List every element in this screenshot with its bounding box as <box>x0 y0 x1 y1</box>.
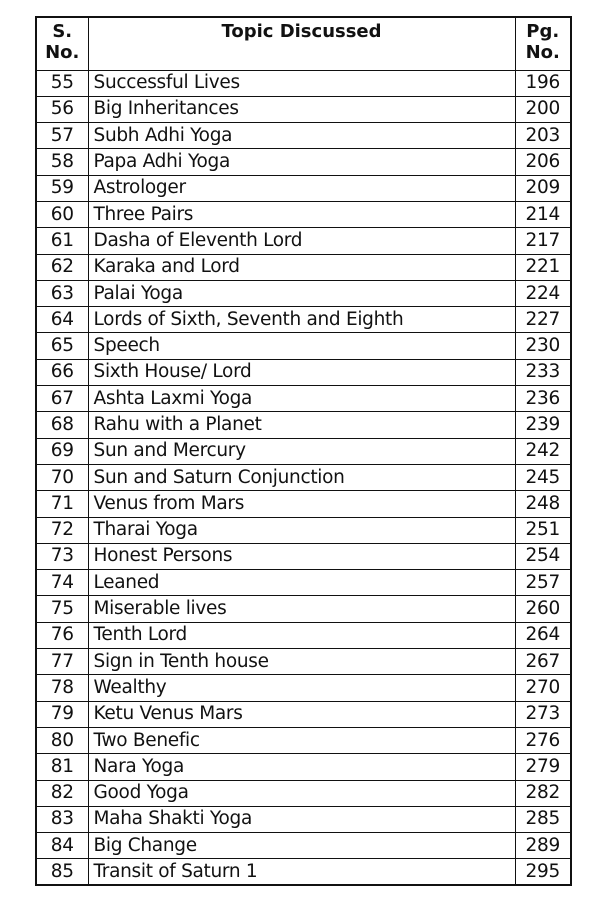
page-number-cell: 245 <box>515 464 571 490</box>
serial-number-cell: 80 <box>36 727 88 753</box>
serial-number-cell: 76 <box>36 622 88 648</box>
serial-number-cell: 85 <box>36 859 88 885</box>
serial-number-cell: 55 <box>36 70 88 96</box>
table-row <box>36 464 571 490</box>
serial-number-cell: 57 <box>36 123 88 149</box>
table-row <box>36 780 571 806</box>
topic-cell: Tharai Yoga <box>88 517 515 543</box>
topic-cell: Palai Yoga <box>88 280 515 306</box>
topic-cell: Big Inheritances <box>88 96 515 122</box>
table-row <box>36 359 571 385</box>
page-number-cell: 214 <box>515 201 571 227</box>
topic-cell: Speech <box>88 333 515 359</box>
table-row <box>36 649 571 675</box>
table-row <box>36 675 571 701</box>
page-number-cell: 273 <box>515 701 571 727</box>
page-number-cell: 242 <box>515 438 571 464</box>
table-row <box>36 386 571 412</box>
serial-number-cell: 65 <box>36 333 88 359</box>
serial-number-cell: 66 <box>36 359 88 385</box>
serial-number-cell: 82 <box>36 780 88 806</box>
serial-number-cell: 59 <box>36 175 88 201</box>
table-row <box>36 412 571 438</box>
serial-number-cell: 79 <box>36 701 88 727</box>
table-row <box>36 833 571 859</box>
page-number-cell: 196 <box>515 70 571 96</box>
topic-cell: Rahu with a Planet <box>88 412 515 438</box>
page-number-cell: 224 <box>515 280 571 306</box>
serial-number-cell: 77 <box>36 649 88 675</box>
topic-cell: Karaka and Lord <box>88 254 515 280</box>
page-number-cell: 239 <box>515 412 571 438</box>
page-number-cell: 217 <box>515 228 571 254</box>
table-row <box>36 201 571 227</box>
topic-cell: Maha Shakti Yoga <box>88 806 515 832</box>
serial-number-cell: 67 <box>36 386 88 412</box>
page-number-cell: 236 <box>515 386 571 412</box>
table-row <box>36 280 571 306</box>
table-of-contents <box>35 16 572 886</box>
topic-cell: Successful Lives <box>88 70 515 96</box>
page-number-cell: 260 <box>515 596 571 622</box>
header-pg-line1: Pg. <box>526 21 560 42</box>
page-number-cell: 264 <box>515 622 571 648</box>
serial-number-cell: 73 <box>36 543 88 569</box>
serial-number-cell: 71 <box>36 491 88 517</box>
topic-cell: Wealthy <box>88 675 515 701</box>
topic-cell: Big Change <box>88 833 515 859</box>
topic-cell: Astrologer <box>88 175 515 201</box>
page-number-cell: 203 <box>515 123 571 149</box>
topic-cell: Transit of Saturn 1 <box>88 859 515 885</box>
header-serial-number <box>36 17 88 70</box>
page-number-cell: 267 <box>515 649 571 675</box>
page-number-cell: 233 <box>515 359 571 385</box>
topic-cell: Ketu Venus Mars <box>88 701 515 727</box>
page-number-cell: 254 <box>515 543 571 569</box>
serial-number-cell: 74 <box>36 570 88 596</box>
page-number-cell: 230 <box>515 333 571 359</box>
serial-number-cell: 70 <box>36 464 88 490</box>
serial-number-cell: 81 <box>36 754 88 780</box>
page-number-cell: 251 <box>515 517 571 543</box>
topic-cell: Venus from Mars <box>88 491 515 517</box>
table-body <box>36 70 571 885</box>
topic-cell: Honest Persons <box>88 543 515 569</box>
table-row <box>36 570 571 596</box>
header-sno-line1: S. <box>52 21 73 42</box>
topic-cell: Subh Adhi Yoga <box>88 123 515 149</box>
page-number-cell: 221 <box>515 254 571 280</box>
table-row <box>36 543 571 569</box>
serial-number-cell: 78 <box>36 675 88 701</box>
topic-cell: Sixth House/ Lord <box>88 359 515 385</box>
serial-number-cell: 84 <box>36 833 88 859</box>
table-row <box>36 727 571 753</box>
page-number-cell: 209 <box>515 175 571 201</box>
topic-cell: Good Yoga <box>88 780 515 806</box>
table-row <box>36 438 571 464</box>
table-row <box>36 96 571 122</box>
header-pg-line2: No. <box>525 42 560 63</box>
page-number-cell: 206 <box>515 149 571 175</box>
table-row <box>36 859 571 885</box>
table-row <box>36 806 571 832</box>
table-row <box>36 754 571 780</box>
topic-cell: Miserable lives <box>88 596 515 622</box>
header-topic-label: Topic Discussed <box>221 21 382 42</box>
header-sno-line2: No. <box>45 42 80 63</box>
table-row <box>36 307 571 333</box>
table-row <box>36 701 571 727</box>
topic-cell: Sign in Tenth house <box>88 649 515 675</box>
serial-number-cell: 83 <box>36 806 88 832</box>
page-number-cell: 227 <box>515 307 571 333</box>
topic-cell: Three Pairs <box>88 201 515 227</box>
table-row <box>36 254 571 280</box>
serial-number-cell: 72 <box>36 517 88 543</box>
serial-number-cell: 58 <box>36 149 88 175</box>
page-number-cell: 285 <box>515 806 571 832</box>
topic-cell: Two Benefic <box>88 727 515 753</box>
page-number-cell: 276 <box>515 727 571 753</box>
table-row <box>36 70 571 96</box>
table-row <box>36 622 571 648</box>
serial-number-cell: 68 <box>36 412 88 438</box>
header-row <box>36 17 571 70</box>
page-number-cell: 295 <box>515 859 571 885</box>
serial-number-cell: 75 <box>36 596 88 622</box>
table-row <box>36 175 571 201</box>
topic-cell: Sun and Saturn Conjunction <box>88 464 515 490</box>
table-row <box>36 333 571 359</box>
topic-cell: Ashta Laxmi Yoga <box>88 386 515 412</box>
table-row <box>36 491 571 517</box>
table-row <box>36 123 571 149</box>
page-number-cell: 289 <box>515 833 571 859</box>
serial-number-cell: 56 <box>36 96 88 122</box>
page-number-cell: 257 <box>515 570 571 596</box>
page-number-cell: 282 <box>515 780 571 806</box>
topic-cell: Sun and Mercury <box>88 438 515 464</box>
serial-number-cell: 62 <box>36 254 88 280</box>
table-row <box>36 596 571 622</box>
serial-number-cell: 69 <box>36 438 88 464</box>
serial-number-cell: 64 <box>36 307 88 333</box>
topic-cell: Leaned <box>88 570 515 596</box>
page-number-cell: 248 <box>515 491 571 517</box>
page-number-cell: 279 <box>515 754 571 780</box>
page-number-cell: 270 <box>515 675 571 701</box>
page-number-cell: 200 <box>515 96 571 122</box>
topic-cell: Papa Adhi Yoga <box>88 149 515 175</box>
topic-cell: Lords of Sixth, Seventh and Eighth <box>88 307 515 333</box>
table-row <box>36 517 571 543</box>
topic-cell: Tenth Lord <box>88 622 515 648</box>
topic-cell: Dasha of Eleventh Lord <box>88 228 515 254</box>
header-topic <box>88 17 515 70</box>
serial-number-cell: 60 <box>36 201 88 227</box>
table-row <box>36 149 571 175</box>
table-row <box>36 228 571 254</box>
topic-cell: Nara Yoga <box>88 754 515 780</box>
serial-number-cell: 61 <box>36 228 88 254</box>
header-page-number <box>515 17 571 70</box>
serial-number-cell: 63 <box>36 280 88 306</box>
